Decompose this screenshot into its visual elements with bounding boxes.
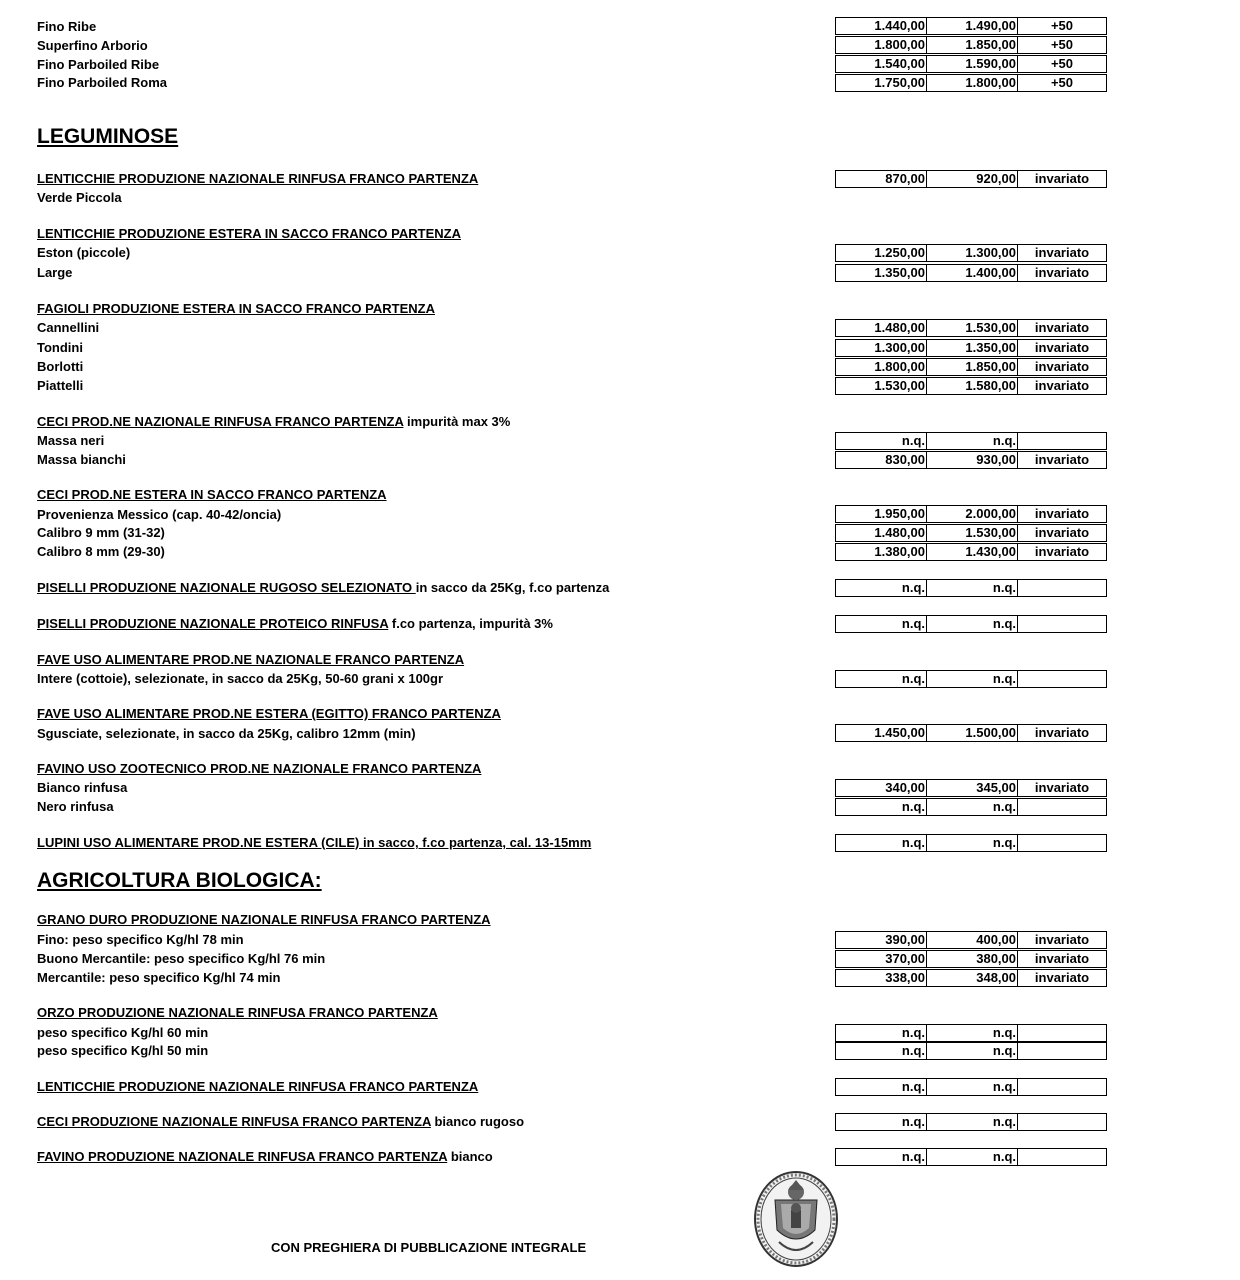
price-min: 1.480,00	[836, 320, 927, 336]
price-row	[835, 834, 1107, 852]
price-min: 390,00	[836, 932, 927, 948]
footer-note: CON PREGHIERA DI PUBBLICAZIONE INTEGRALE	[271, 1240, 587, 1255]
row-label: Superfino Arborio	[37, 38, 148, 53]
price-min: n.q.	[836, 580, 927, 596]
price-max: 920,00	[927, 171, 1018, 187]
price-max: n.q.	[927, 1079, 1018, 1095]
section-title-leguminose: LEGUMINOSE	[37, 125, 179, 148]
row-label: Cannellini	[37, 320, 100, 335]
price-row	[835, 17, 1107, 35]
row-label: peso specifico Kg/hl 60 min	[37, 1025, 209, 1040]
price-change	[1018, 1025, 1106, 1041]
price-change: invariato	[1034, 506, 1090, 521]
category-heading: CECI PROD.NE ESTERA IN SACCO FRANCO PARTENZA	[37, 487, 387, 502]
section-title-biologica: AGRICOLTURA BIOLOGICA:	[37, 869, 322, 892]
price-change: invariato	[1034, 544, 1090, 559]
price-max: 930,00	[927, 452, 1018, 468]
price-change: invariato	[1034, 525, 1090, 540]
category-heading: PISELLI PRODUZIONE NAZIONALE PROTEICO RINFUSA f.co partenza, impurità 3%	[37, 616, 553, 631]
price-max: 1.530,00	[927, 320, 1018, 336]
price-max: n.q.	[927, 835, 1018, 851]
row-label: Eston (piccole)	[37, 245, 131, 260]
row-label: Fino: peso specifico Kg/hl 78 min	[37, 932, 244, 947]
price-max: 1.430,00	[927, 544, 1018, 560]
price-min: 1.450,00	[836, 725, 927, 741]
price-min: 338,00	[836, 970, 927, 986]
price-row	[835, 36, 1107, 54]
price-change: +50	[1050, 56, 1074, 71]
price-row	[835, 931, 1107, 949]
price-change	[1018, 671, 1106, 687]
category-heading: FAVINO PRODUZIONE NAZIONALE RINFUSA FRANCO PARTENZA bianco	[37, 1149, 493, 1164]
price-row	[835, 1078, 1107, 1096]
price-max: n.q.	[927, 1025, 1018, 1041]
price-min: 1.250,00	[836, 245, 927, 261]
row-label: Provenienza Messico (cap. 40-42/oncia)	[37, 507, 282, 522]
price-row	[835, 170, 1107, 188]
price-row	[835, 264, 1107, 282]
price-change: invariato	[1034, 171, 1090, 186]
price-row	[835, 55, 1107, 73]
price-change	[1018, 1043, 1106, 1059]
price-change	[1018, 580, 1106, 596]
price-change: invariato	[1034, 245, 1090, 260]
category-heading: FAVE USO ALIMENTARE PROD.NE NAZIONALE FRANCO PARTENZA	[37, 652, 465, 667]
price-row	[835, 779, 1107, 797]
price-change	[1018, 616, 1106, 632]
price-min: 370,00	[836, 951, 927, 967]
price-min: n.q.	[836, 616, 927, 632]
price-max: 348,00	[927, 970, 1018, 986]
price-row	[835, 74, 1107, 92]
price-row	[835, 969, 1107, 987]
price-min: n.q.	[836, 1079, 927, 1095]
price-min: n.q.	[836, 1149, 927, 1165]
price-row	[835, 377, 1107, 395]
category-heading: FAGIOLI PRODUZIONE ESTERA IN SACCO FRANCO PARTENZA	[37, 301, 435, 316]
price-change: invariato	[1034, 340, 1090, 355]
category-heading: ORZO PRODUZIONE NAZIONALE RINFUSA FRANCO PARTENZA	[37, 1005, 438, 1020]
price-max: 1.350,00	[927, 340, 1018, 356]
row-label: Massa neri	[37, 433, 105, 448]
official-seal-icon	[753, 1170, 839, 1268]
price-min: 870,00	[836, 171, 927, 187]
price-max: 380,00	[927, 951, 1018, 967]
price-min: 1.750,00	[836, 75, 927, 91]
row-label: Fino Parboiled Ribe	[37, 57, 160, 72]
row-label: Tondini	[37, 340, 83, 355]
price-max: n.q.	[927, 433, 1018, 449]
category-heading: CECI PRODUZIONE NAZIONALE RINFUSA FRANCO PARTENZA bianco rugoso	[37, 1114, 525, 1129]
price-min: n.q.	[836, 671, 927, 687]
price-change: +50	[1050, 18, 1074, 33]
price-change	[1018, 799, 1106, 815]
price-change: invariato	[1034, 932, 1090, 947]
price-change: invariato	[1034, 725, 1090, 740]
category-heading: LUPINI USO ALIMENTARE PROD.NE ESTERA (CILE) in sacco, f.co partenza, cal. 13-15mm	[37, 835, 592, 850]
price-max: 1.580,00	[927, 378, 1018, 394]
row-label: Massa bianchi	[37, 452, 126, 467]
price-min: 1.440,00	[836, 18, 927, 34]
price-min: 340,00	[836, 780, 927, 796]
price-max: 1.850,00	[927, 37, 1018, 53]
price-max: n.q.	[927, 1114, 1018, 1130]
category-heading: PISELLI PRODUZIONE NAZIONALE RUGOSO SELEZIONATO in sacco da 25Kg, f.co partenza	[37, 580, 610, 595]
price-min: n.q.	[836, 1114, 927, 1130]
price-change: invariato	[1034, 320, 1090, 335]
row-label: Calibro 8 mm (29-30)	[37, 544, 165, 559]
price-min: 1.950,00	[836, 506, 927, 522]
category-heading: GRANO DURO PRODUZIONE NAZIONALE RINFUSA FRANCO PARTENZA	[37, 912, 491, 927]
price-row	[835, 1024, 1107, 1042]
price-max: 1.490,00	[927, 18, 1018, 34]
price-min: 1.540,00	[836, 56, 927, 72]
price-row	[835, 505, 1107, 523]
price-min: 1.380,00	[836, 544, 927, 560]
price-row	[835, 524, 1107, 542]
price-change: +50	[1050, 37, 1074, 52]
price-row	[835, 1042, 1107, 1060]
price-max: n.q.	[927, 1043, 1018, 1059]
price-change	[1018, 835, 1106, 851]
row-label: Piattelli	[37, 378, 84, 393]
price-row	[835, 432, 1107, 450]
price-max: 1.850,00	[927, 359, 1018, 375]
row-label: Verde Piccola	[37, 190, 122, 205]
price-min: 1.300,00	[836, 340, 927, 356]
price-min: 1.800,00	[836, 37, 927, 53]
category-heading: FAVINO USO ZOOTECNICO PROD.NE NAZIONALE FRANCO PARTENZA	[37, 761, 482, 776]
price-change: invariato	[1034, 265, 1090, 280]
row-label: Intere (cottoie), selezionate, in sacco da 25Kg, 50-60 grani x 100gr	[37, 671, 444, 686]
price-change: invariato	[1034, 359, 1090, 374]
row-label: peso specifico Kg/hl 50 min	[37, 1043, 209, 1058]
price-change: invariato	[1034, 780, 1090, 795]
price-max: 2.000,00	[927, 506, 1018, 522]
price-change	[1018, 1114, 1106, 1130]
price-row	[835, 339, 1107, 357]
price-max: 1.300,00	[927, 245, 1018, 261]
price-max: 1.500,00	[927, 725, 1018, 741]
category-heading: LENTICCHIE PRODUZIONE NAZIONALE RINFUSA FRANCO PARTENZA	[37, 171, 479, 186]
row-label: Mercantile: peso specifico Kg/hl 74 min	[37, 970, 281, 985]
price-row	[835, 319, 1107, 337]
row-label: Borlotti	[37, 359, 84, 374]
price-change: invariato	[1034, 970, 1090, 985]
category-heading: LENTICCHIE PRODUZIONE NAZIONALE RINFUSA FRANCO PARTENZA	[37, 1079, 479, 1094]
price-max: 400,00	[927, 932, 1018, 948]
price-min: n.q.	[836, 433, 927, 449]
row-label: Nero rinfusa	[37, 799, 114, 814]
price-max: n.q.	[927, 671, 1018, 687]
price-row	[835, 1113, 1107, 1131]
price-max: 1.530,00	[927, 525, 1018, 541]
price-min: n.q.	[836, 799, 927, 815]
price-max: 1.800,00	[927, 75, 1018, 91]
price-min: n.q.	[836, 1025, 927, 1041]
price-change: invariato	[1034, 378, 1090, 393]
price-min: 1.480,00	[836, 525, 927, 541]
price-change: invariato	[1034, 951, 1090, 966]
price-change	[1018, 433, 1106, 449]
price-row	[835, 579, 1107, 597]
price-row	[835, 950, 1107, 968]
row-label: Fino Ribe	[37, 19, 97, 34]
price-change: invariato	[1034, 452, 1090, 467]
price-row	[835, 1148, 1107, 1166]
price-row	[835, 615, 1107, 633]
price-min: n.q.	[836, 835, 927, 851]
price-max: 345,00	[927, 780, 1018, 796]
price-max: 1.590,00	[927, 56, 1018, 72]
price-change: +50	[1050, 75, 1074, 90]
category-heading: CECI PROD.NE NAZIONALE RINFUSA FRANCO PARTENZA impurità max 3%	[37, 414, 511, 429]
price-row	[835, 670, 1107, 688]
price-max: 1.400,00	[927, 265, 1018, 281]
price-max: n.q.	[927, 799, 1018, 815]
row-label: Sgusciate, selezionate, in sacco da 25Kg, calibro 12mm (min)	[37, 726, 416, 741]
price-min: 1.350,00	[836, 265, 927, 281]
row-label: Large	[37, 265, 73, 280]
row-label: Buono Mercantile: peso specifico Kg/hl 76 min	[37, 951, 326, 966]
price-row	[835, 724, 1107, 742]
price-min: 1.530,00	[836, 378, 927, 394]
price-row	[835, 798, 1107, 816]
price-row	[835, 451, 1107, 469]
price-min: n.q.	[836, 1043, 927, 1059]
price-row	[835, 358, 1107, 376]
price-row	[835, 244, 1107, 262]
price-change	[1018, 1149, 1106, 1165]
price-change	[1018, 1079, 1106, 1095]
price-max: n.q.	[927, 580, 1018, 596]
price-min: 830,00	[836, 452, 927, 468]
price-max: n.q.	[927, 1149, 1018, 1165]
row-label: Calibro 9 mm (31-32)	[37, 525, 165, 540]
price-max: n.q.	[927, 616, 1018, 632]
price-min: 1.800,00	[836, 359, 927, 375]
row-label: Fino Parboiled Roma	[37, 75, 168, 90]
category-heading: FAVE USO ALIMENTARE PROD.NE ESTERA (EGITTO) FRANCO PARTENZA	[37, 706, 501, 721]
row-label: Bianco rinfusa	[37, 780, 128, 795]
price-row	[835, 543, 1107, 561]
category-heading: LENTICCHIE PRODUZIONE ESTERA IN SACCO FRANCO PARTENZA	[37, 226, 461, 241]
